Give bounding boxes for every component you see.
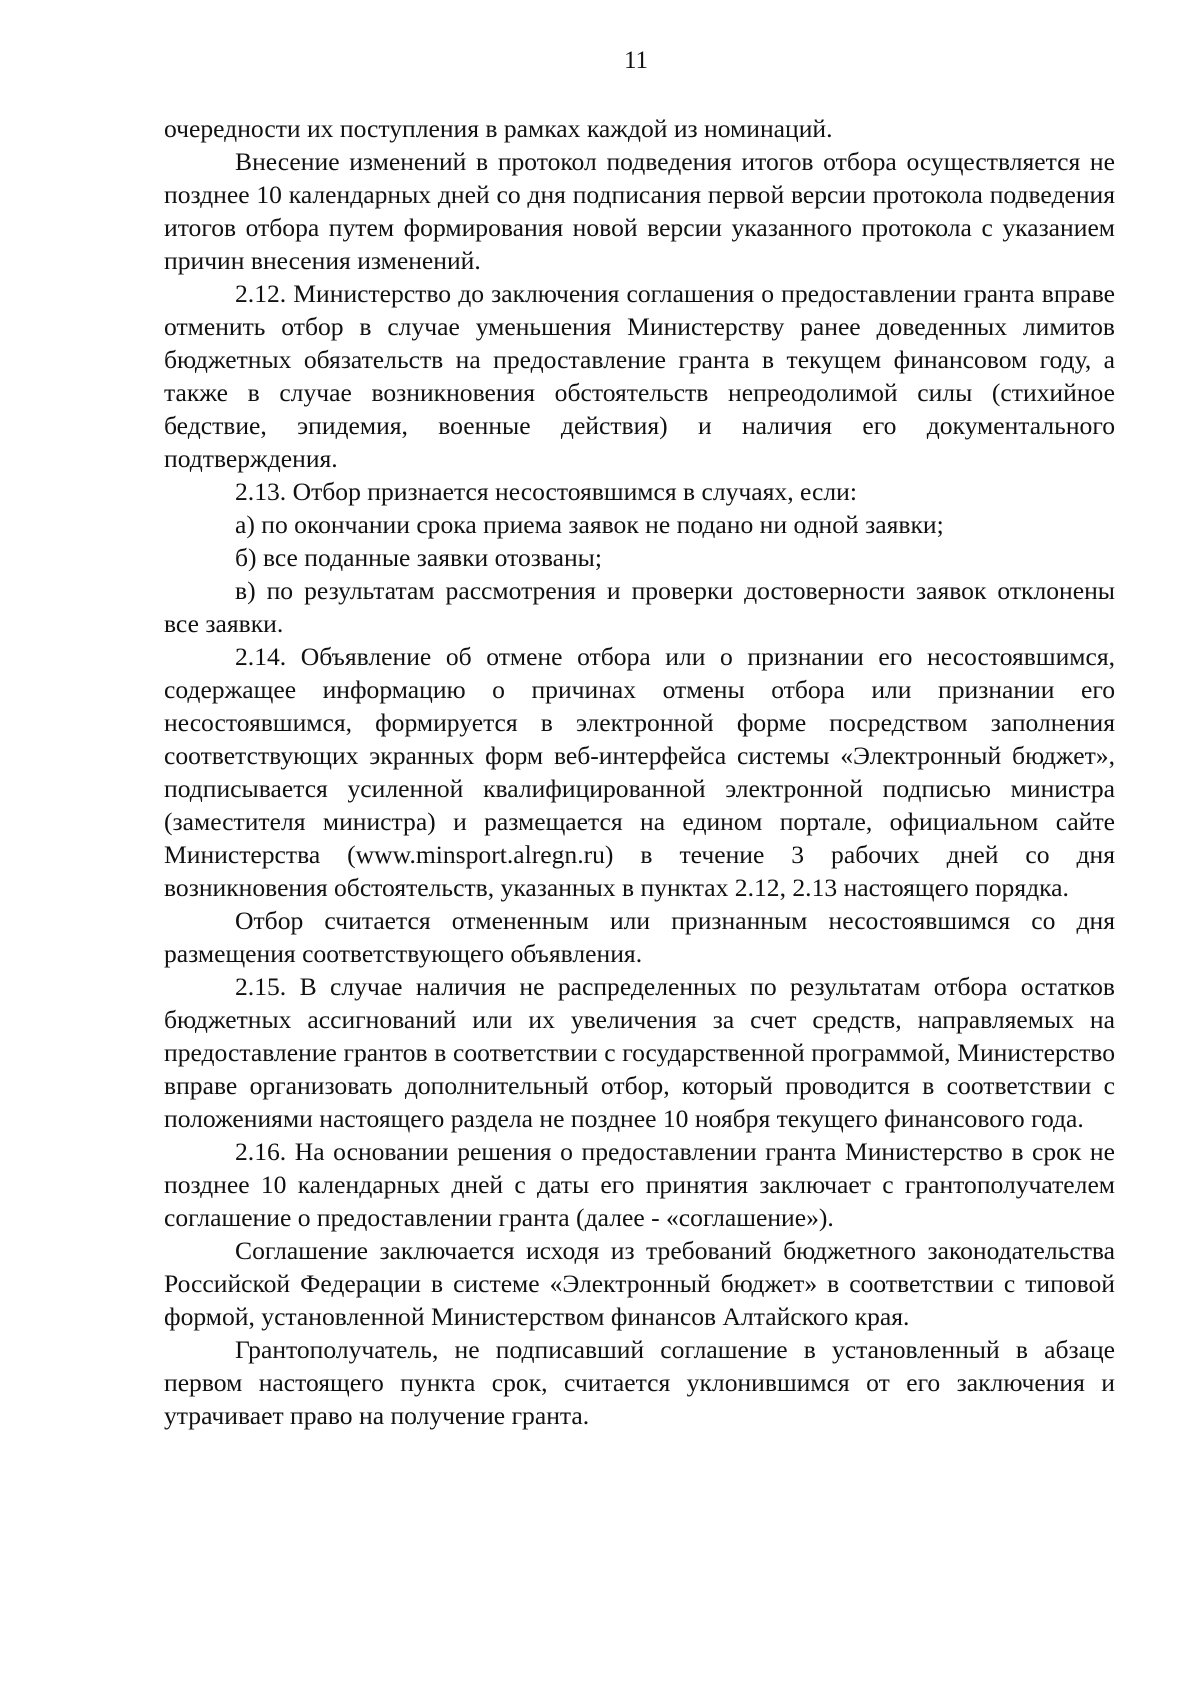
paragraph-continuation: очередности их поступления в рамках каждой из номинаций. — [164, 114, 833, 143]
paragraph-cancellation-date: Отбор считается отмененным или признанным несостоявшимся со дня размещения соответствующего объявления. — [164, 906, 1115, 968]
paragraph-2-14: 2.14. Объявление об отмене отбора или о признании его несостоявшимся, содержащее информацию о причинах отмены отбора или признании его несостоявшимся, формируется в электронной форме посредством заполнения соответствующих экранных форм веб-интерфейса системы «Электронный бюджет», подписывается усиленной квалифицированной электронной подписью министра (заместителя министра) и размещается на едином портале, официальном сайте Министерства (www.minsport.alregn.ru) в течение 3 рабочих дней со дня возникновения обстоятельств, указанных в пунктах 2.12, 2.13 настоящего порядка. — [164, 642, 1115, 902]
list-item-b: б) все поданные заявки отозваны; — [235, 543, 602, 572]
list-item-v: в) по результатам рассмотрения и проверки достоверности заявок отклонены все заявки. — [164, 576, 1115, 638]
document-body — [164, 112, 1115, 1432]
paragraph-2-15: 2.15. В случае наличия не распределенных по результатам отбора остатков бюджетных ассигнований или их увеличения за счет средств, направляемых на предоставление грантов в соответствии с государственной программой, Министерство вправе организовать дополнительный отбор, который проводится в соответствии с положениями настоящего раздела не позднее 10 ноября текущего финансового года. — [164, 972, 1115, 1133]
paragraph-agreement: Соглашение заключается исходя из требований бюджетного законодательства Российской Федерации в системе «Электронный бюджет» в соответствии с типовой формой, установленной Министерством финансов Алтайского края. — [164, 1236, 1115, 1331]
paragraph-2-12: 2.12. Министерство до заключения соглашения о предоставлении гранта вправе отменить отбор в случае уменьшения Министерству ранее доведенных лимитов бюджетных обязательств на предоставление гранта в текущем финансовом году, а также в случае возникновения обстоятельств непреодолимой силы (стихийное бедствие, эпидемия, военные действия) и наличия его документального подтверждения. — [164, 279, 1115, 473]
paragraph-grantee-evasion: Грантополучатель, не подписавший соглашение в установленный в абзаце первом настоящего пункта срок, считается уклонившимся от его заключения и утрачивает право на получение гранта. — [164, 1335, 1115, 1430]
paragraph-2-13: 2.13. Отбор признается несостоявшимся в случаях, если: — [235, 477, 857, 506]
page-number: 11 — [623, 47, 649, 74]
paragraph-2-16: 2.16. На основании решения о предоставлении гранта Министерство в срок не позднее 10 календарных дней с даты его принятия заключает с грантополучателем соглашение о предоставлении гранта (далее - «соглашение»). — [164, 1137, 1115, 1232]
list-item-a: а) по окончании срока приема заявок не подано ни одной заявки; — [235, 510, 944, 539]
paragraph-protocol-changes: Внесение изменений в протокол подведения итогов отбора осуществляется не позднее 10 календарных дней со дня подписания первой версии протокола подведения итогов отбора путем формирования новой версии указанного протокола с указанием причин внесения изменений. — [164, 147, 1115, 275]
